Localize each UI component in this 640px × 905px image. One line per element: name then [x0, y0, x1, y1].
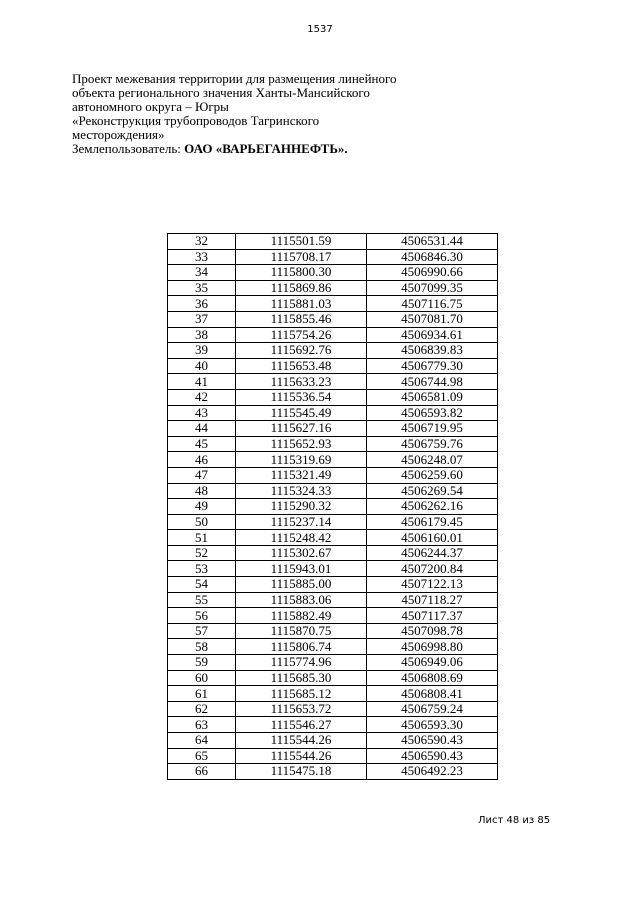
point-number-cell: 37: [168, 311, 236, 327]
x-coordinate-cell: 1115652.93: [236, 436, 367, 452]
table-row: [168, 608, 498, 624]
land-user-label: Землепользователь:: [72, 141, 181, 156]
x-coordinate-cell: 1115653.72: [236, 701, 367, 717]
table-row: [168, 265, 498, 281]
x-coordinate-cell: 1115685.30: [236, 670, 367, 686]
coordinates-table: [167, 233, 498, 780]
y-coordinate-cell: 4506259.60: [367, 467, 498, 483]
table-row: [168, 436, 498, 452]
y-coordinate-cell: 4506593.82: [367, 405, 498, 421]
point-number-cell: 33: [168, 249, 236, 265]
y-coordinate-cell: 4506839.83: [367, 343, 498, 359]
point-number-cell: 47: [168, 467, 236, 483]
table-row: [168, 421, 498, 437]
land-user-value: ОАО «ВАРЬЕГАННЕФТЬ».: [184, 141, 348, 156]
table-row: [168, 311, 498, 327]
sheet-counter: Лист 48 из 85: [478, 815, 551, 826]
x-coordinate-cell: 1115319.69: [236, 452, 367, 468]
y-coordinate-cell: 4506492.23: [367, 764, 498, 780]
x-coordinate-cell: 1115545.49: [236, 405, 367, 421]
x-coordinate-cell: 1115237.14: [236, 514, 367, 530]
point-number-cell: 32: [168, 234, 236, 250]
table-row: [168, 655, 498, 671]
y-coordinate-cell: 4506244.37: [367, 545, 498, 561]
y-coordinate-cell: 4506998.80: [367, 639, 498, 655]
point-number-cell: 41: [168, 374, 236, 390]
table-row: [168, 343, 498, 359]
x-coordinate-cell: 1115475.18: [236, 764, 367, 780]
point-number-cell: 35: [168, 280, 236, 296]
table-row: [168, 701, 498, 717]
point-number-cell: 65: [168, 748, 236, 764]
x-coordinate-cell: 1115869.86: [236, 280, 367, 296]
point-number-cell: 58: [168, 639, 236, 655]
table-row: [168, 639, 498, 655]
table-row: [168, 592, 498, 608]
table-row: [168, 530, 498, 546]
table-row: [168, 561, 498, 577]
table-row: [168, 670, 498, 686]
x-coordinate-cell: 1115302.67: [236, 545, 367, 561]
y-coordinate-cell: 4507081.70: [367, 311, 498, 327]
point-number-cell: 44: [168, 421, 236, 437]
x-coordinate-cell: 1115883.06: [236, 592, 367, 608]
x-coordinate-cell: 1115321.49: [236, 467, 367, 483]
table-row: [168, 577, 498, 593]
table-row: [168, 686, 498, 702]
point-number-cell: 52: [168, 545, 236, 561]
x-coordinate-cell: 1115536.54: [236, 389, 367, 405]
x-coordinate-cell: 1115870.75: [236, 623, 367, 639]
y-coordinate-cell: 4506934.61: [367, 327, 498, 343]
point-number-cell: 39: [168, 343, 236, 359]
x-coordinate-cell: 1115653.48: [236, 358, 367, 374]
point-number-cell: 66: [168, 764, 236, 780]
y-coordinate-cell: 4507098.78: [367, 623, 498, 639]
y-coordinate-cell: 4506779.30: [367, 358, 498, 374]
header-line: объекта регионального значения Ханты-Мансийского: [72, 85, 370, 100]
point-number-cell: 61: [168, 686, 236, 702]
table-row: [168, 280, 498, 296]
document-header: [72, 72, 412, 156]
point-number-cell: 63: [168, 717, 236, 733]
y-coordinate-cell: 4506808.41: [367, 686, 498, 702]
x-coordinate-cell: 1115544.26: [236, 733, 367, 749]
point-number-cell: 59: [168, 655, 236, 671]
point-number-cell: 53: [168, 561, 236, 577]
table-row: [168, 545, 498, 561]
x-coordinate-cell: 1115290.32: [236, 499, 367, 515]
y-coordinate-cell: 4506949.06: [367, 655, 498, 671]
point-number-cell: 51: [168, 530, 236, 546]
y-coordinate-cell: 4506269.54: [367, 483, 498, 499]
y-coordinate-cell: 4506531.44: [367, 234, 498, 250]
point-number-cell: 45: [168, 436, 236, 452]
y-coordinate-cell: 4507118.27: [367, 592, 498, 608]
point-number-cell: 49: [168, 499, 236, 515]
point-number-cell: 55: [168, 592, 236, 608]
table-row: [168, 452, 498, 468]
point-number-cell: 64: [168, 733, 236, 749]
x-coordinate-cell: 1115774.96: [236, 655, 367, 671]
point-number-cell: 34: [168, 265, 236, 281]
x-coordinate-cell: 1115324.33: [236, 483, 367, 499]
x-coordinate-cell: 1115248.42: [236, 530, 367, 546]
table-row: [168, 733, 498, 749]
table-row: [168, 358, 498, 374]
table-row: [168, 249, 498, 265]
x-coordinate-cell: 1115881.03: [236, 296, 367, 312]
table-row: [168, 623, 498, 639]
point-number-cell: 43: [168, 405, 236, 421]
point-number-cell: 42: [168, 389, 236, 405]
y-coordinate-cell: 4506593.30: [367, 717, 498, 733]
point-number-cell: 56: [168, 608, 236, 624]
y-coordinate-cell: 4506160.01: [367, 530, 498, 546]
point-number-cell: 40: [168, 358, 236, 374]
y-coordinate-cell: 4506719.95: [367, 421, 498, 437]
x-coordinate-cell: 1115627.16: [236, 421, 367, 437]
y-coordinate-cell: 4507116.75: [367, 296, 498, 312]
x-coordinate-cell: 1115855.46: [236, 311, 367, 327]
y-coordinate-cell: 4506744.98: [367, 374, 498, 390]
table-row: [168, 717, 498, 733]
y-coordinate-cell: 4506808.69: [367, 670, 498, 686]
table-row: [168, 234, 498, 250]
x-coordinate-cell: 1115708.17: [236, 249, 367, 265]
x-coordinate-cell: 1115754.26: [236, 327, 367, 343]
point-number-cell: 62: [168, 701, 236, 717]
y-coordinate-cell: 4506590.43: [367, 748, 498, 764]
point-number-cell: 57: [168, 623, 236, 639]
land-user-line: [72, 142, 412, 156]
y-coordinate-cell: 4506846.30: [367, 249, 498, 265]
table-row: [168, 748, 498, 764]
point-number-cell: 54: [168, 577, 236, 593]
y-coordinate-cell: 4506990.66: [367, 265, 498, 281]
x-coordinate-cell: 1115882.49: [236, 608, 367, 624]
y-coordinate-cell: 4506590.43: [367, 733, 498, 749]
y-coordinate-cell: 4506179.45: [367, 514, 498, 530]
table-row: [168, 327, 498, 343]
point-number-cell: 36: [168, 296, 236, 312]
x-coordinate-cell: 1115885.00: [236, 577, 367, 593]
y-coordinate-cell: 4506759.76: [367, 436, 498, 452]
y-coordinate-cell: 4506581.09: [367, 389, 498, 405]
point-number-cell: 48: [168, 483, 236, 499]
header-line: «Реконструкция трубопроводов Тагринского: [72, 113, 320, 128]
table-row: [168, 467, 498, 483]
page-number: 1537: [307, 24, 333, 35]
x-coordinate-cell: 1115544.26: [236, 748, 367, 764]
table-row: [168, 405, 498, 421]
x-coordinate-cell: 1115685.12: [236, 686, 367, 702]
point-number-cell: 46: [168, 452, 236, 468]
table-row: [168, 389, 498, 405]
table-row: [168, 296, 498, 312]
table-row: [168, 764, 498, 780]
x-coordinate-cell: 1115692.76: [236, 343, 367, 359]
header-line: месторождения»: [72, 127, 165, 142]
x-coordinate-cell: 1115546.27: [236, 717, 367, 733]
y-coordinate-cell: 4507200.84: [367, 561, 498, 577]
table-row: [168, 499, 498, 515]
point-number-cell: 50: [168, 514, 236, 530]
table-row: [168, 374, 498, 390]
point-number-cell: 60: [168, 670, 236, 686]
y-coordinate-cell: 4506262.16: [367, 499, 498, 515]
table-row: [168, 483, 498, 499]
y-coordinate-cell: 4507122.13: [367, 577, 498, 593]
y-coordinate-cell: 4506248.07: [367, 452, 498, 468]
x-coordinate-cell: 1115633.23: [236, 374, 367, 390]
x-coordinate-cell: 1115943.01: [236, 561, 367, 577]
y-coordinate-cell: 4507117.37: [367, 608, 498, 624]
header-line: автономного округа – Югры: [72, 99, 229, 114]
point-number-cell: 38: [168, 327, 236, 343]
x-coordinate-cell: 1115800.30: [236, 265, 367, 281]
coordinates-table-body: [168, 234, 498, 780]
y-coordinate-cell: 4506759.24: [367, 701, 498, 717]
table-row: [168, 514, 498, 530]
header-line: Проект межевания территории для размещения линейного: [72, 71, 397, 86]
x-coordinate-cell: 1115501.59: [236, 234, 367, 250]
x-coordinate-cell: 1115806.74: [236, 639, 367, 655]
y-coordinate-cell: 4507099.35: [367, 280, 498, 296]
